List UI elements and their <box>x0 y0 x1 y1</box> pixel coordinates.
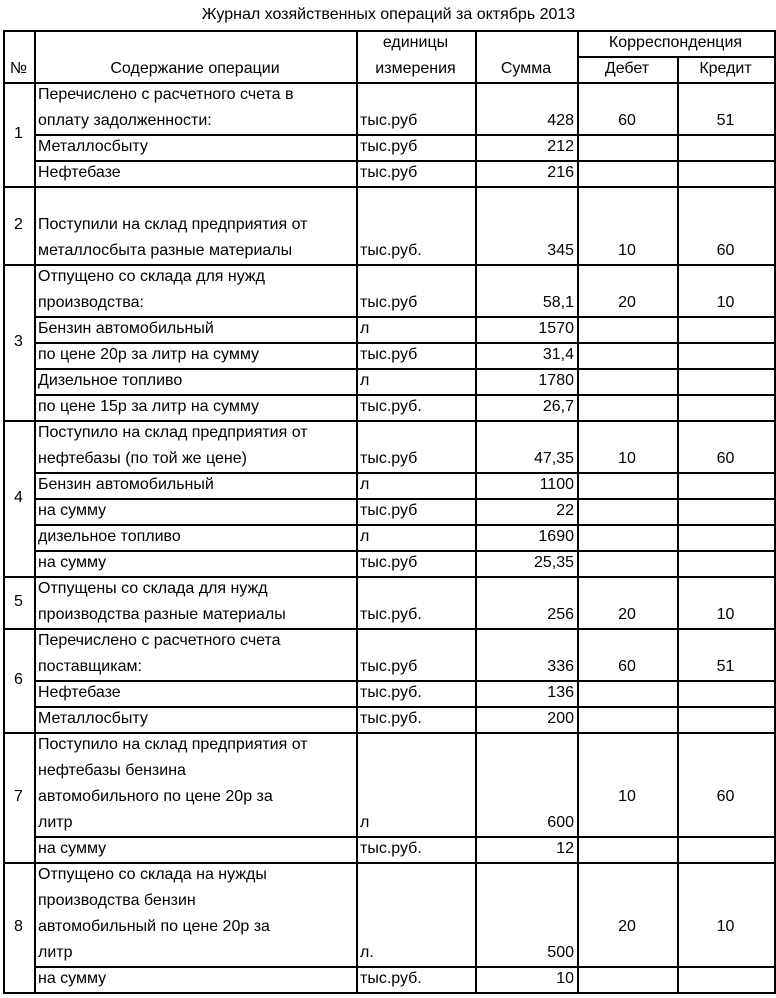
grid-line <box>3 732 5 864</box>
debit-cell: 20 <box>618 918 636 935</box>
amount-cell: 500 <box>547 944 574 961</box>
grid-line <box>677 264 679 422</box>
operation-text: литр <box>38 944 73 961</box>
header-units-line2: измерения <box>375 60 456 77</box>
amount-cell: 58,1 <box>542 294 574 311</box>
credit-cell: 60 <box>716 242 735 259</box>
operation-number: 3 <box>14 333 23 350</box>
grid-line <box>577 420 579 578</box>
grid-line <box>34 862 36 994</box>
unit-cell: тыс.руб. <box>360 840 422 857</box>
operation-text: Отпущены со склада для нужд <box>38 580 268 597</box>
amount-cell: 200 <box>547 710 574 727</box>
credit-cell: 51 <box>716 658 735 675</box>
debit-cell: 10 <box>618 242 636 259</box>
grid-line <box>577 186 579 266</box>
operation-text: автомобильный по цене 20р за <box>38 918 270 935</box>
unit-cell: тыс.руб. <box>360 684 422 701</box>
grid-line <box>34 420 36 578</box>
operation-text: Нефтебазе <box>38 684 121 701</box>
amount-cell: 216 <box>547 164 574 181</box>
grid-line <box>356 576 358 630</box>
unit-cell: тыс.руб. <box>360 242 422 259</box>
operation-number: 5 <box>14 593 23 610</box>
operation-text: производства разные материалы <box>38 606 286 623</box>
amount-cell: 256 <box>547 606 574 623</box>
operation-text: Перечислено с расчетного счета в <box>38 86 294 103</box>
operation-text: нефтебазы (по той же цене) <box>38 450 247 467</box>
amount-cell: 428 <box>547 112 574 129</box>
operation-text: на сумму <box>38 502 107 519</box>
unit-cell: тыс.руб <box>360 450 418 467</box>
amount-cell: 212 <box>547 138 574 155</box>
unit-cell: тыс.руб. <box>360 710 422 727</box>
amount-cell: 25,35 <box>533 554 574 571</box>
grid-line <box>475 420 477 578</box>
header-number: № <box>9 60 28 77</box>
grid-line <box>3 264 5 422</box>
grid-line <box>475 732 477 864</box>
grid-line <box>577 862 579 994</box>
operation-number: 8 <box>14 918 23 935</box>
grid-line <box>475 30 477 84</box>
operation-text: литр <box>38 814 73 831</box>
grid-line <box>34 30 36 84</box>
debit-cell: 60 <box>618 658 636 675</box>
header-correspondence: Корреспонденция <box>608 34 743 51</box>
operation-text: Поступило на склад предприятия от <box>38 424 308 441</box>
amount-cell: 1100 <box>539 476 574 493</box>
debit-cell: 10 <box>618 450 636 467</box>
grid-line <box>3 30 776 32</box>
grid-line <box>577 82 579 188</box>
grid-line <box>475 862 477 994</box>
operation-text: Отпущено со склада на нужды <box>38 866 267 883</box>
grid-line <box>577 732 579 864</box>
operation-number: 1 <box>14 125 23 142</box>
operation-text: на сумму <box>38 970 107 987</box>
grid-line <box>677 628 679 734</box>
debit-cell: 60 <box>618 112 636 129</box>
amount-cell: 345 <box>547 242 574 259</box>
unit-cell: тыс.руб <box>360 112 418 129</box>
amount-cell: 136 <box>547 684 574 701</box>
unit-cell: л <box>360 814 370 831</box>
operation-text: Перечислено с расчетного счета <box>38 632 281 649</box>
operation-text: оплату задолженности: <box>38 112 212 129</box>
operation-text: на сумму <box>38 554 107 571</box>
grid-line <box>34 82 36 188</box>
grid-line <box>677 420 679 578</box>
unit-cell: тыс.руб <box>360 294 418 311</box>
grid-line <box>3 82 5 188</box>
unit-cell: л <box>360 528 370 545</box>
grid-line <box>3 628 5 734</box>
operation-number: 6 <box>14 671 23 688</box>
grid-line <box>677 56 679 84</box>
operation-text: Дизельное топливо <box>38 372 183 389</box>
operation-text: Металлосбыту <box>38 138 148 155</box>
credit-cell: 10 <box>716 918 735 935</box>
grid-line <box>3 862 5 994</box>
credit-cell: 51 <box>716 112 735 129</box>
operation-text: нефтебазы бензина <box>38 762 186 779</box>
credit-cell: 10 <box>716 606 735 623</box>
grid-line <box>356 628 358 734</box>
unit-cell: л <box>360 372 370 389</box>
grid-line <box>677 732 679 864</box>
grid-line <box>677 82 679 188</box>
amount-cell: 1690 <box>538 528 574 545</box>
grid-line <box>3 420 5 578</box>
unit-cell: тыс.руб. <box>360 970 422 987</box>
debit-cell: 10 <box>618 788 636 805</box>
grid-line <box>356 264 358 422</box>
operation-text: по цене 15р за литр на сумму <box>38 398 260 415</box>
grid-line <box>34 186 36 266</box>
credit-cell: 60 <box>716 450 735 467</box>
amount-cell: 600 <box>547 814 574 831</box>
grid-line <box>356 30 358 84</box>
amount-cell: 1570 <box>538 320 574 337</box>
header-debit: Дебет <box>604 60 650 77</box>
unit-cell: л. <box>360 944 374 961</box>
grid-line <box>356 82 358 188</box>
unit-cell: тыс.руб. <box>360 398 422 415</box>
operation-number: 2 <box>14 216 23 233</box>
unit-cell: тыс.руб <box>360 138 418 155</box>
grid-line <box>3 576 5 630</box>
operation-text: поставщикам: <box>38 658 142 675</box>
operation-text: производства: <box>38 294 144 311</box>
header-amount: Сумма <box>500 60 552 77</box>
grid-line <box>34 264 36 422</box>
grid-line <box>34 628 36 734</box>
unit-cell: тыс.руб <box>360 164 418 181</box>
unit-cell: л <box>360 320 370 337</box>
operation-text: металлосбыта разные материалы <box>38 242 293 259</box>
operation-text: на сумму <box>38 840 107 857</box>
journal-title: Журнал хозяйственных операций за октябрь 2013 <box>201 6 576 23</box>
grid-line <box>677 186 679 266</box>
grid-line <box>577 628 579 734</box>
unit-cell: тыс.руб. <box>360 606 422 623</box>
operation-text: Отпущено со склада для нужд <box>38 268 265 285</box>
grid-line <box>34 732 36 864</box>
operation-text: Бензин автомобильный <box>38 476 214 493</box>
grid-line <box>475 576 477 630</box>
grid-line <box>577 576 579 630</box>
operation-text: производства бензин <box>38 892 196 909</box>
amount-cell: 47,35 <box>533 450 574 467</box>
grid-line <box>677 576 679 630</box>
operation-number: 4 <box>14 489 23 506</box>
credit-cell: 60 <box>716 788 735 805</box>
grid-line <box>356 186 358 266</box>
operation-text: Нефтебазе <box>38 164 121 181</box>
grid-line <box>577 30 579 84</box>
grid-line <box>577 264 579 422</box>
unit-cell: тыс.руб <box>360 554 418 571</box>
unit-cell: тыс.руб <box>360 346 418 363</box>
operation-text: Поступило на склад предприятия от <box>38 736 308 753</box>
unit-cell: л <box>360 476 370 493</box>
grid-line <box>356 420 358 578</box>
grid-line <box>475 628 477 734</box>
grid-line <box>3 30 5 84</box>
operation-text: дизельное топливо <box>38 528 181 545</box>
operation-text <box>34 186 356 212</box>
amount-cell: 1780 <box>538 372 574 389</box>
grid-line <box>475 186 477 266</box>
operation-text: Металлосбыту <box>38 710 148 727</box>
grid-line <box>356 862 358 994</box>
amount-cell: 336 <box>547 658 574 675</box>
grid-line <box>475 264 477 422</box>
header-credit: Кредит <box>699 60 752 77</box>
debit-cell: 20 <box>618 294 636 311</box>
operation-text: Бензин автомобильный <box>38 320 214 337</box>
grid-line <box>34 576 36 630</box>
amount-cell: 10 <box>556 970 574 987</box>
grid-line <box>3 992 776 994</box>
operation-number: 7 <box>14 788 23 805</box>
grid-line <box>3 186 5 266</box>
amount-cell: 26,7 <box>542 398 574 415</box>
amount-cell: 22 <box>556 502 574 519</box>
operation-text: автомобильного по цене 20р за <box>38 788 273 805</box>
debit-cell: 20 <box>618 606 636 623</box>
grid-line <box>475 82 477 188</box>
unit-cell: тыс.руб <box>360 658 418 675</box>
operation-text: по цене 20р за литр на сумму <box>38 346 260 363</box>
grid-line <box>677 862 679 994</box>
credit-cell: 10 <box>716 294 735 311</box>
operation-text: Поступили на склад предприятия от <box>38 216 308 233</box>
amount-cell: 12 <box>556 840 574 857</box>
header-units-line1: единицы <box>382 34 449 51</box>
grid-line <box>356 732 358 864</box>
unit-cell: тыс.руб <box>360 502 418 519</box>
amount-cell: 31,4 <box>542 346 574 363</box>
header-content: Содержание операции <box>110 60 280 77</box>
